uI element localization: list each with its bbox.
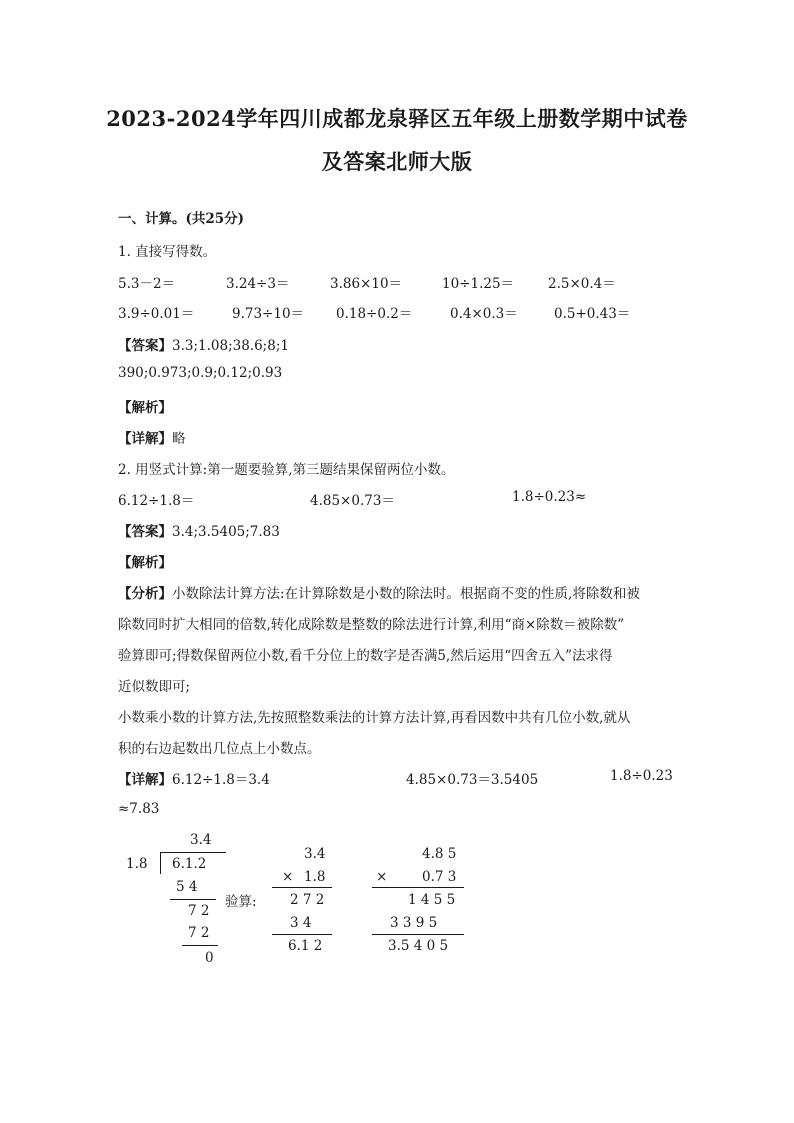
answer-tag: 【答案】	[118, 338, 172, 354]
q1-item: 3.86×10＝	[330, 276, 403, 292]
div-step: 7 2	[188, 925, 210, 941]
times-sign: ×	[282, 869, 294, 885]
q1-item: 5.3－2＝	[118, 276, 176, 292]
detail-tag: 【详解】	[118, 431, 172, 447]
mul-mult: 0.7 3	[422, 869, 457, 885]
q1-item: 3.24÷3＝	[226, 276, 290, 292]
q2-answer	[118, 520, 280, 540]
detail-eq: 1.8÷0.23	[610, 768, 673, 784]
q2-fenxi-line: 小数乘小数的计算方法,先按照整数乘法的计算方法计算,再看因数中共有几位小数,就从	[118, 710, 631, 726]
answer-text: 3.3;1.08;38.6;8;1	[172, 338, 289, 354]
q1-item: 9.73÷10＝	[232, 306, 305, 322]
mul-rule	[372, 934, 464, 935]
div-rule	[182, 945, 218, 946]
q1-item: 0.18÷0.2＝	[336, 306, 413, 322]
q2-fenxi-line: 除数同时扩大相同的倍数,转化成除数是整数的除法进行计算,利用“商×除数＝被除数”	[118, 617, 625, 633]
q2-fenxi-line	[118, 582, 678, 602]
check-partial: 3 4	[290, 915, 312, 931]
check-partial: 2 7 2	[290, 892, 325, 908]
document-title-line1: 2023-2024学年四川成都龙泉驿区五年级上册数学期中试卷	[106, 106, 688, 131]
q1-item: 2.5×0.4＝	[548, 276, 616, 292]
q2-problem: 4.85×0.73＝	[310, 493, 395, 509]
q2-fenxi-line: 积的右边起数出几位点上小数点。	[118, 741, 321, 757]
answer-text: 3.4;3.5405;7.83	[172, 524, 280, 540]
div-rule	[170, 899, 216, 900]
times-sign: ×	[376, 869, 388, 885]
div-quotient: 3.4	[190, 832, 212, 848]
mul-rule	[372, 887, 464, 888]
check-mult: 1.8	[304, 869, 326, 885]
div-dividend: 6.1.2	[172, 856, 207, 872]
div-divisor: 1.8	[126, 856, 148, 872]
q1-detail	[118, 427, 186, 447]
q1-analysis-tag: 【解析】	[118, 400, 172, 416]
check-rule	[272, 934, 332, 935]
div-bracket	[160, 852, 161, 874]
detail-eq: 6.12÷1.8＝3.4	[172, 772, 270, 788]
check-top: 3.4	[304, 846, 326, 862]
div-step: 7 2	[188, 903, 210, 919]
fenxi-tag: 【分析】	[118, 586, 172, 602]
section-heading: 一、计算。(共25分)	[118, 211, 245, 227]
q2-fenxi-line: 近似数即可;	[118, 679, 191, 695]
q2-problem: 6.12÷1.8＝	[118, 493, 195, 509]
document-title-line2: 及答案北师大版	[321, 149, 473, 174]
q1-item: 3.9÷0.01＝	[118, 306, 195, 322]
mul-top: 4.8 5	[422, 846, 457, 862]
div-bar	[160, 852, 226, 853]
detail-eq: 4.85×0.73＝3.5405	[406, 772, 539, 788]
mul-partial: 3 3 9 5	[390, 915, 438, 931]
q1-answer-cont: 390;0.973;0.9;0.12;0.93	[118, 365, 283, 381]
detail-tag: 【详解】	[118, 772, 172, 788]
mul-result: 3.5 4 0 5	[388, 938, 449, 954]
q1-item: 0.4×0.3＝	[450, 306, 518, 322]
answer-tag: 【答案】	[118, 524, 172, 540]
div-remainder: 0	[205, 950, 214, 966]
q1-item: 0.5+0.43＝	[554, 306, 631, 322]
q1-prompt: 1. 直接写得数。	[118, 244, 217, 260]
q1-answer	[118, 334, 289, 354]
q1-item: 10÷1.25＝	[442, 276, 515, 292]
check-rule	[272, 887, 332, 888]
detail-eq: ≈7.83	[118, 801, 160, 817]
check-result: 6.1 2	[288, 938, 323, 954]
mul-partial: 1 4 5 5	[408, 892, 456, 908]
div-step: 5 4	[176, 879, 198, 895]
q2-prompt: 2. 用竖式计算:第一题要验算,第三题结果保留两位小数。	[118, 462, 455, 478]
q2-analysis-tag: 【解析】	[118, 555, 172, 571]
q2-problem: 1.8÷0.23≈	[512, 489, 587, 505]
check-label: 验算:	[225, 894, 257, 910]
detail-text: 略	[172, 431, 186, 447]
fenxi-text: 小数除法计算方法:在计算除数是小数的除法时。根据商不变的性质,将除数和被	[172, 586, 640, 602]
q2-detail	[118, 768, 270, 788]
q2-fenxi-line: 验算即可;得数保留两位小数,看千分位上的数字是否满5,然后运用“四舍五入”法求得	[118, 648, 613, 664]
